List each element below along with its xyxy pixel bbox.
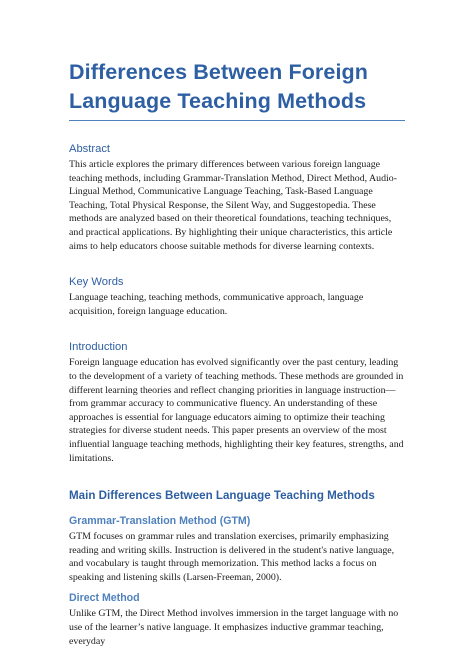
gtm-text: GTM focuses on grammar rules and translation exercises, primarily emphasizing reading and writing skills. Instruction is delivered in the student's native language, and vocabulary is taught through memorization. This method lacks a focus on speaking and listening skills (Larsen-Freeman, 2000). bbox=[69, 531, 395, 583]
abstract-heading: Abstract bbox=[69, 143, 111, 155]
page-title: Differences Between Foreign Language Teaching Methods bbox=[69, 58, 405, 121]
introduction-heading: Introduction bbox=[69, 341, 128, 354]
direct-method-text: Unlike GTM, the Direct Method involves immersion in the target language with no use of the learner’s native language. It emphasizes inductive grammar teaching, everyday bbox=[69, 608, 399, 647]
keywords-text: Language teaching, teaching methods, communicative approach, language acquisition, foreign language education. bbox=[69, 292, 364, 317]
abstract-text: This article explores the primary differences between various foreign language teaching methods, including Grammar-Translation Method, Direct Method, Audio-Lingual Method, Communicative Language Teaching, Task-Based Language Teaching, Total Physical Response, the Silent Way, and Suggestopedia. These methods are analyzed based on their theoretical foundations, teaching techniques, and practical applications. By highlighting their unique characteristics, this article aims to help educators choose suitable methods for diverse learning contexts. bbox=[69, 159, 397, 252]
direct-method-heading: Direct Method bbox=[69, 592, 140, 605]
keywords-heading: Key Words bbox=[69, 276, 124, 289]
introduction-text: Foreign language education has evolved significantly over the past century, leading to the development of a variety of teaching methods. These methods are grounded in different learning theories and reflect changing priorities in language instruction—from grammar accuracy to communicative fluency. An understanding of these approaches is essential for language educators aiming to optimize their teaching strategies for diverse student needs. This paper presents an overview of the most influential language teaching methods, highlighting their key features, strengths, and limitations. bbox=[69, 357, 404, 464]
gtm-heading: Grammar-Translation Method (GTM) bbox=[69, 515, 251, 528]
main-differences-heading: Main Differences Between Language Teaching Methods bbox=[69, 489, 375, 503]
